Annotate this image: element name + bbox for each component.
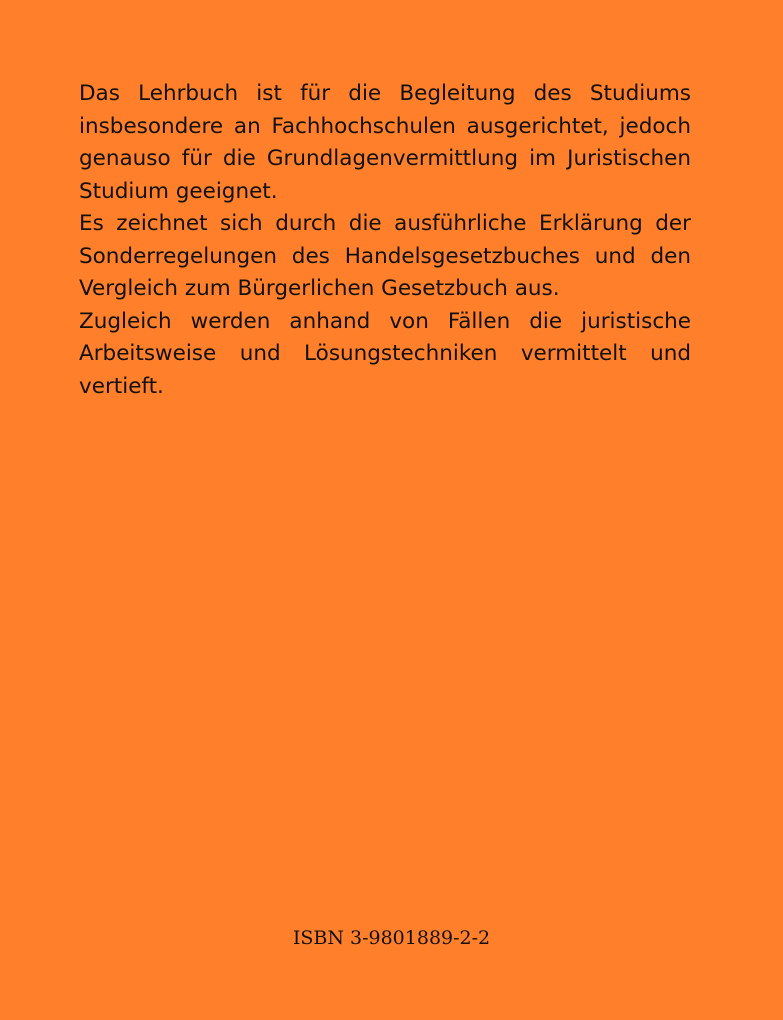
blurb-paragraph-3: Zugleich werden anhand von Fällen die juristische Arbeitsweise und Lösungstechniken vermittelt und vertieft. xyxy=(79,308,691,399)
isbn-label: ISBN 3-9801889-2-2 xyxy=(292,927,491,949)
blurb-paragraph-1: Das Lehrbuch ist für die Begleitung des Studiums insbesondere an Fachhochschulen ausgerichtet, jedoch genauso für die Grundlagenvermittlung im Juristischen Studium geeignet. xyxy=(79,81,691,204)
blurb-text xyxy=(79,78,691,403)
blurb-paragraph-2: Es zeichnet sich durch die ausführliche Erklärung der Sonderregelungen des Handelsgesetzbuches und den Vergleich zum Bürgerlichen Gesetzbuch aus. xyxy=(79,211,691,301)
